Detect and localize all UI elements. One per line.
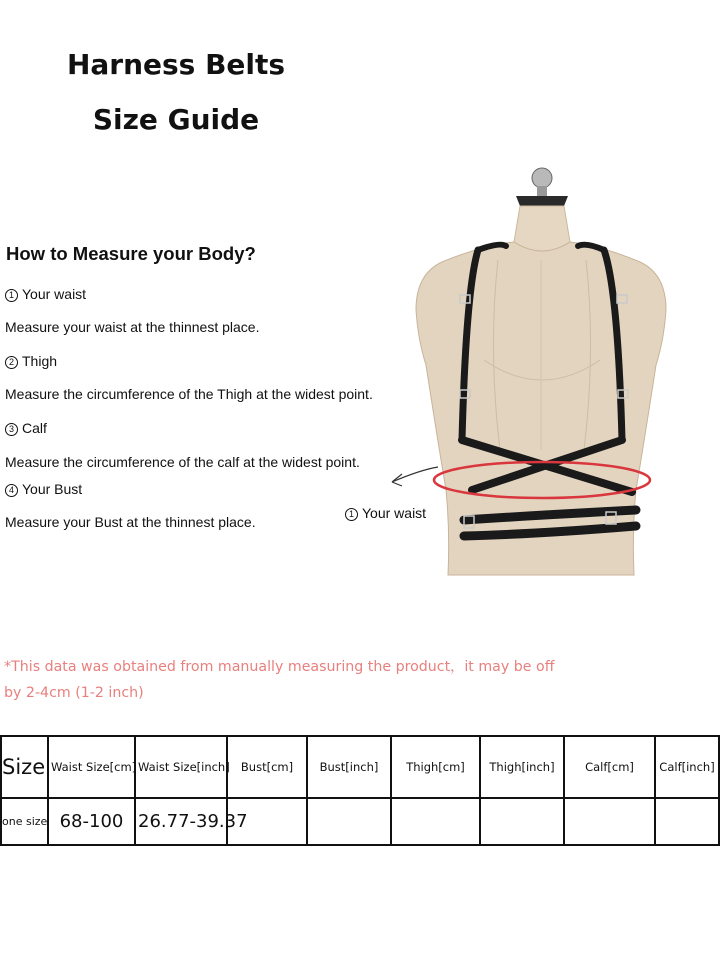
- table-header-cell: Size: [1, 736, 48, 798]
- table-header-cell: Waist Size[cm]: [48, 736, 135, 798]
- table-cell: [391, 798, 480, 845]
- measure-item-description: Measure the circumference of the Thigh at the widest point.: [5, 386, 373, 402]
- measure-item-label: Calf: [22, 420, 47, 436]
- table-header-cell: Thigh[inch]: [480, 736, 564, 798]
- measure-item-waist: [5, 286, 86, 302]
- measure-item-label: Thigh: [22, 353, 58, 369]
- table-header-row: [1, 736, 719, 798]
- table-header-cell: Thigh[cm]: [391, 736, 480, 798]
- measure-item-label: Your Bust: [22, 481, 83, 497]
- measure-item-description: Measure your waist at the thinnest place.: [5, 319, 260, 335]
- number-1-icon: 1: [5, 289, 18, 302]
- number-2-icon: 2: [5, 356, 18, 369]
- table-cell: 26.77-39.37: [135, 798, 227, 845]
- table-header-cell: Waist Size[inch]: [135, 736, 227, 798]
- table-header-cell: Bust[cm]: [227, 736, 307, 798]
- table-cell: [655, 798, 719, 845]
- measure-item-bust: [5, 481, 82, 497]
- table-cell: 68-100: [48, 798, 135, 845]
- measurement-disclaimer: *This data was obtained from manually measuring the product，it may be off by 2-4cm (1-2 inch): [4, 659, 555, 701]
- size-table: [0, 735, 720, 846]
- table-header-cell: Bust[inch]: [307, 736, 391, 798]
- number-1-icon: 1: [345, 508, 358, 521]
- table-cell: [564, 798, 655, 845]
- measure-heading: How to Measure your Body?: [6, 243, 256, 264]
- page-title: Harness Belts: [66, 48, 286, 81]
- table-cell: one size: [1, 798, 48, 845]
- measure-item-description: Measure the circumference of the calf at the widest point.: [5, 454, 360, 470]
- waist-annotation: [345, 505, 426, 521]
- waist-annotation-label: Your waist: [362, 505, 427, 521]
- table-cell: [307, 798, 391, 845]
- page-subtitle: Size Guide: [92, 103, 260, 136]
- table-header-cell: Calf[cm]: [564, 736, 655, 798]
- measure-item-label: Your waist: [22, 286, 87, 302]
- measure-item-calf: [5, 420, 47, 436]
- number-4-icon: 4: [5, 484, 18, 497]
- table-row: [1, 798, 719, 845]
- number-3-icon: 3: [5, 423, 18, 436]
- measure-item-thigh: [5, 353, 57, 369]
- table-cell: [480, 798, 564, 845]
- measure-item-description: Measure your Bust at the thinnest place.: [5, 514, 256, 530]
- table-header-cell: Calf[inch]: [655, 736, 719, 798]
